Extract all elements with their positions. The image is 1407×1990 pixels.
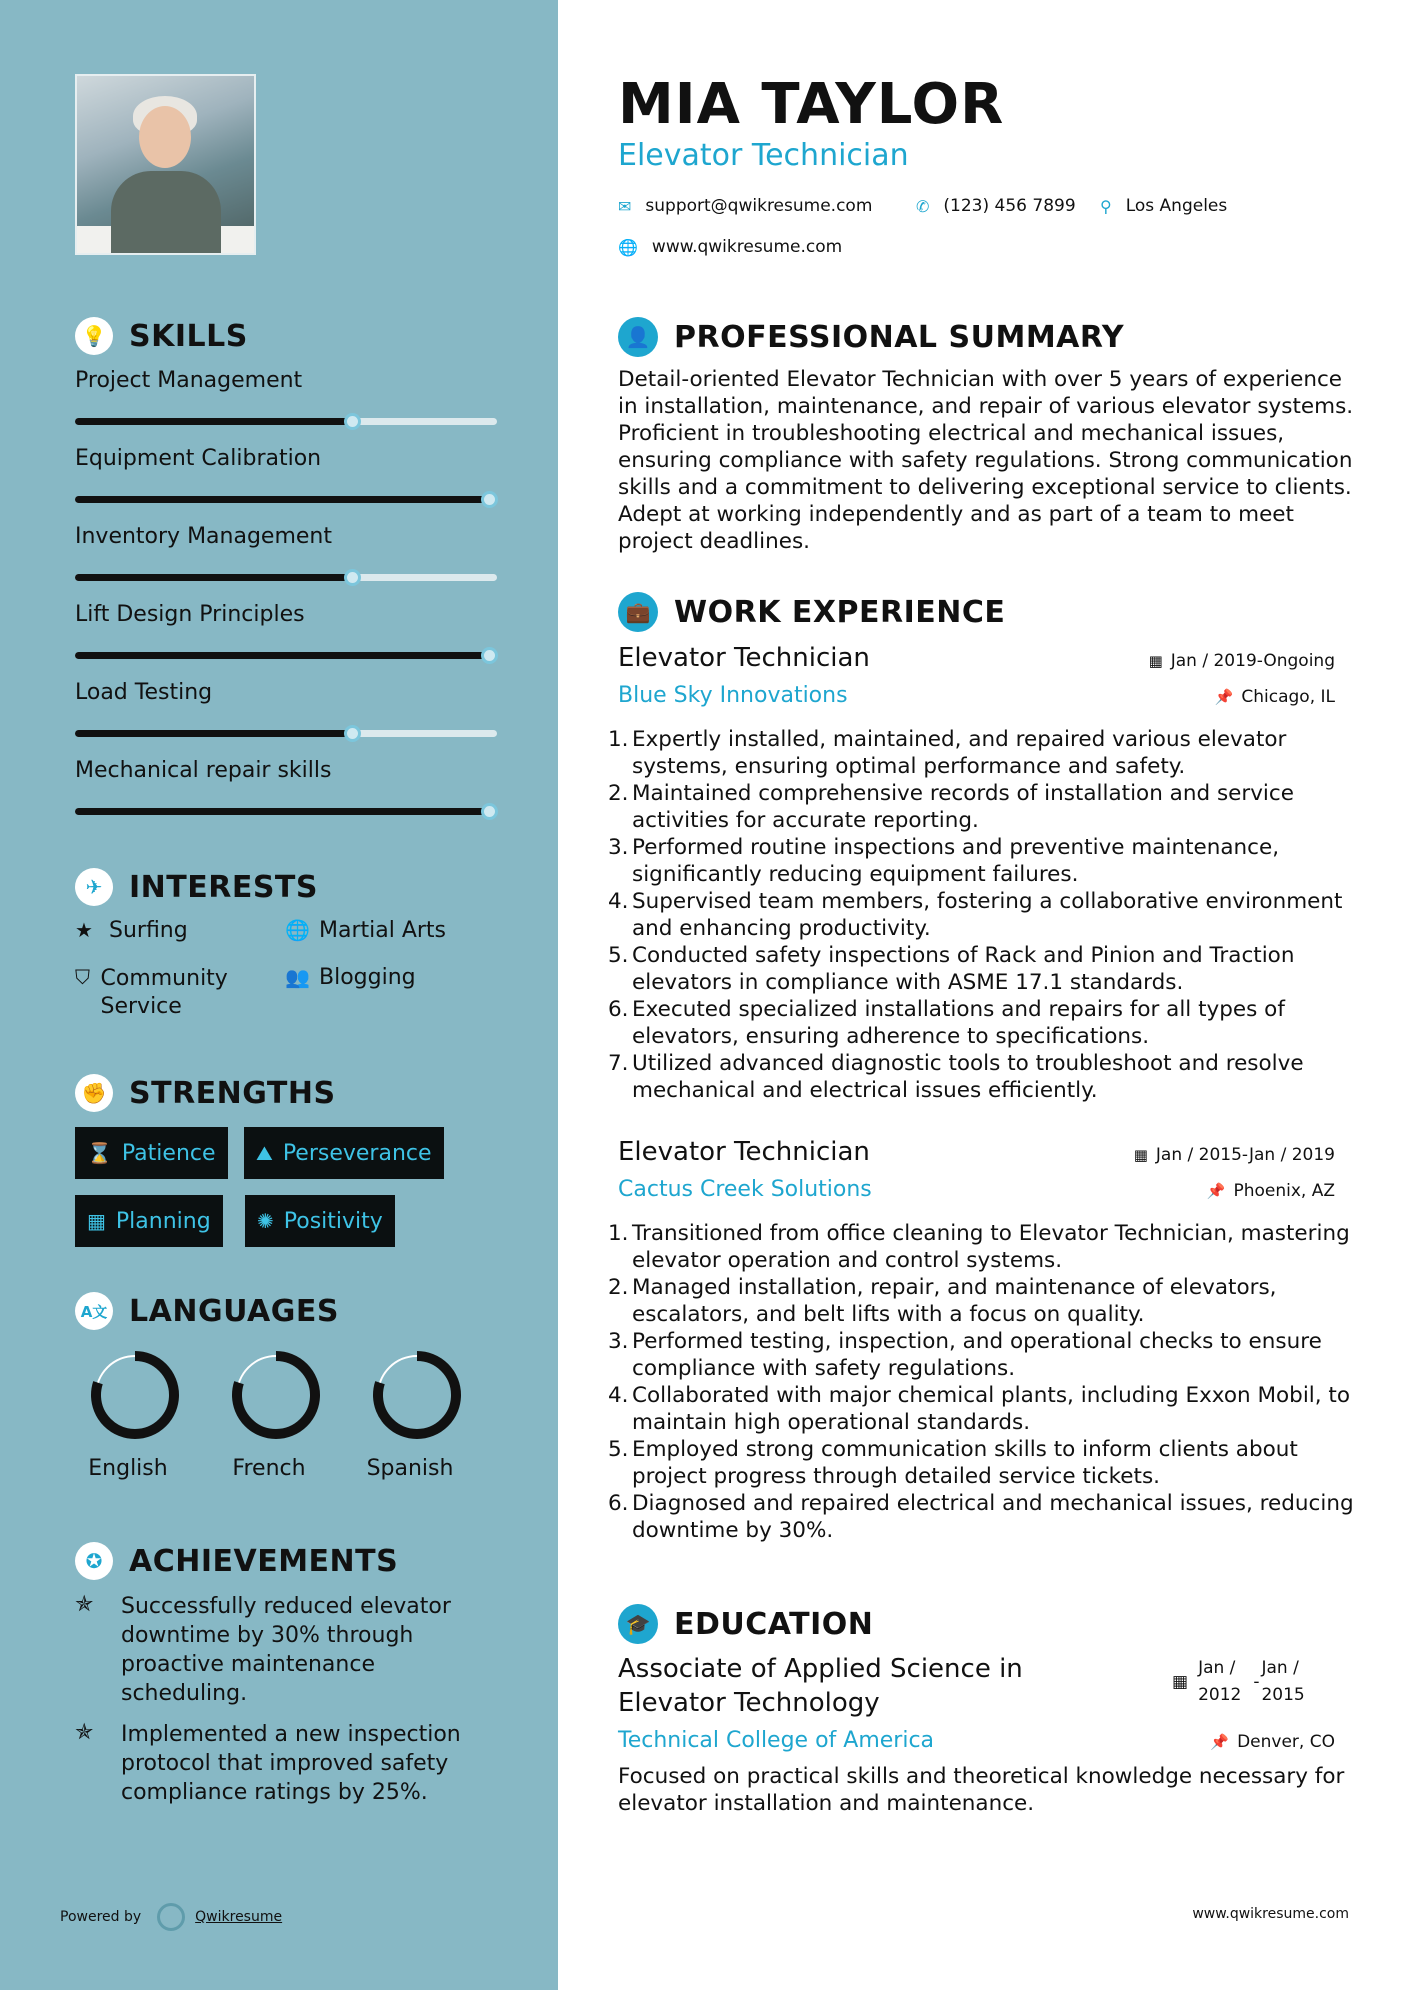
language-icon: A文	[75, 1292, 113, 1330]
job-bullets	[608, 1220, 1368, 1544]
skill-item	[75, 368, 505, 393]
strength-badge: ⌛ Patience	[75, 1127, 228, 1179]
pin-icon: 📌	[1206, 1182, 1226, 1200]
contact-email: ✉ support@qwikresume.com	[618, 196, 873, 216]
sun-icon: ✺	[257, 1209, 274, 1233]
globe-icon: 🌐	[618, 237, 638, 257]
summary-text: Detail-oriented Elevator Technician with over 5 years of experience in installation, maintenance, and repair of various elevator systems. Proficient in troubleshooting electrical and mechanical issues, ensuring compliance with safety regulations. Strong communication skills and a commitment to delivering exceptional service to clients. Adept at working independently and as part of a team to meet project deadlines.	[618, 367, 1354, 554]
job-bullet: 2. Maintained comprehensive records of installation and service activities for accurate reporting.	[608, 781, 1294, 833]
language-label: Spanish	[366, 1456, 454, 1481]
star-icon: ★	[75, 918, 93, 942]
calendar-icon: ▦	[1172, 1672, 1189, 1692]
job-dates: ▦ Jan / 2015-Jan / 2019	[1133, 1145, 1335, 1165]
education-school: Technical College of America	[618, 1728, 935, 1753]
strength-badge: ✺ Positivity	[245, 1195, 395, 1247]
pin-icon: 📌	[1214, 688, 1234, 706]
language-item	[209, 1348, 329, 1481]
skill-level-bar	[75, 496, 497, 503]
achievement-item: ✯ Implemented a new inspection protocol that improved safety compliance ratings by 25%.	[75, 1720, 461, 1805]
skill-label: Mechanical repair skills	[75, 758, 332, 783]
lightbulb-icon: 💡	[75, 317, 113, 355]
job-bullet: 2. Managed installation, repair, and maintenance of elevators, escalators, and belt lifts with a focus on quality.	[608, 1275, 1277, 1327]
job-dates: ▦ Jan / 2019-Ongoing	[1148, 651, 1335, 671]
phone-icon: ✆	[916, 196, 930, 216]
language-level-ring	[88, 1348, 182, 1442]
candidate-role: Elevator Technician	[618, 138, 909, 173]
skill-level-knob	[344, 569, 361, 586]
job-bullet: 7. Utilized advanced diagnostic tools to troubleshoot and resolve mechanical and electrical issues efficiently.	[608, 1051, 1304, 1103]
job-title: Elevator Technician	[618, 643, 870, 673]
job-location: 📌 Phoenix, AZ	[1206, 1181, 1335, 1201]
job-bullet: 4. Collaborated with major chemical plants, including Exxon Mobil, to maintain high operational standards.	[608, 1383, 1351, 1435]
job-company: Cactus Creek Solutions	[618, 1177, 872, 1202]
interest-item: ★ Surfing	[75, 918, 188, 943]
skill-level-knob	[481, 647, 498, 664]
strength-badge: ⛰ Perseverance	[244, 1127, 444, 1179]
job-bullet: 3. Performed routine inspections and preventive maintenance, significantly reducing equipment failures.	[608, 835, 1280, 887]
achievements-heading: ✪ ACHIEVEMENTS	[75, 1542, 398, 1580]
skill-label: Project Management	[75, 368, 303, 393]
star-shooting-icon: ✯	[75, 1720, 94, 1745]
contact-phone: ✆ (123) 456 7899	[916, 196, 1076, 216]
skill-label: Inventory Management	[75, 524, 332, 549]
skill-item	[75, 524, 505, 549]
education-description: Focused on practical skills and theoretical knowledge necessary for elevator installation and maintenance.	[618, 1764, 1345, 1816]
language-label: French	[232, 1456, 306, 1481]
award-icon: ✪	[75, 1542, 113, 1580]
skill-level-bar	[75, 418, 497, 425]
skill-level-fill	[75, 496, 489, 503]
job-bullet: 6. Diagnosed and repaired electrical and mechanical issues, reducing downtime by 30%.	[608, 1491, 1354, 1543]
language-item	[68, 1348, 188, 1481]
calendar-icon: ▦	[1148, 652, 1163, 670]
qwikresume-link[interactable]: Qwikresume	[195, 1909, 283, 1925]
skill-label: Lift Design Principles	[75, 602, 305, 627]
job-title: Elevator Technician	[618, 1137, 870, 1167]
achievement-item: ✯ Successfully reduced elevator downtime by 30% through proactive maintenance scheduling.	[75, 1592, 451, 1706]
experience-heading: 💼 WORK EXPERIENCE	[618, 592, 1005, 632]
footer-url[interactable]: www.qwikresume.com	[1192, 1906, 1349, 1922]
job-bullet: 4. Supervised team members, fostering a collaborative environment and enhancing productivity.	[608, 889, 1343, 941]
summary-heading: 👤 PROFESSIONAL SUMMARY	[618, 317, 1124, 357]
education-dates: ▦ Jan / 2012 - Jan / 2015	[1172, 1658, 1305, 1705]
globe-icon: 🌐	[285, 918, 310, 942]
skill-level-knob	[481, 803, 498, 820]
powered-by: Powered by Qwikresume	[60, 1903, 282, 1931]
skill-item	[75, 680, 505, 705]
job-bullet: 1. Expertly installed, maintained, and repaired various elevator systems, ensuring optimal performance and safety.	[608, 727, 1287, 779]
interests-heading: ✈ INTERESTS	[75, 868, 318, 906]
language-level-ring	[229, 1348, 323, 1442]
skill-level-knob	[344, 725, 361, 742]
qwikresume-logo-icon	[157, 1903, 185, 1931]
languages-heading: A文 LANGUAGES	[75, 1292, 339, 1330]
strength-badge: ▦ Planning	[75, 1195, 223, 1247]
skill-item	[75, 446, 505, 471]
map-marker-icon: ⚲	[1100, 196, 1112, 216]
skill-label: Equipment Calibration	[75, 446, 322, 471]
profile-photo	[75, 74, 256, 255]
graduation-cap-icon: 🎓	[618, 1604, 658, 1644]
interest-item: 🌐 Martial Arts	[285, 918, 447, 943]
language-label: English	[88, 1456, 168, 1481]
skill-level-knob	[481, 491, 498, 508]
skill-level-fill	[75, 730, 352, 737]
envelope-icon: ✉	[618, 196, 632, 216]
calendar-icon: ▦	[87, 1209, 106, 1233]
calendar-icon: ▦	[1133, 1146, 1148, 1164]
education-location: 📌 Denver, CO	[1210, 1732, 1335, 1752]
job-bullet: 1. Transitioned from office cleaning to Elevator Technician, mastering elevator operation and control systems.	[608, 1221, 1350, 1273]
skill-level-fill	[75, 418, 352, 425]
contact-location: ⚲ Los Angeles	[1100, 196, 1228, 216]
language-level-ring	[370, 1348, 464, 1442]
strengths-heading: ✊ STRENGTHS	[75, 1074, 336, 1112]
skill-level-knob	[344, 413, 361, 430]
job-location: 📌 Chicago, IL	[1214, 687, 1335, 707]
candidate-name: MIA TAYLOR	[618, 72, 1005, 137]
skill-item	[75, 758, 505, 783]
skill-level-fill	[75, 574, 352, 581]
skill-level-bar	[75, 730, 497, 737]
skills-heading: 💡 SKILLS	[75, 317, 248, 355]
users-icon: 👥	[285, 965, 310, 989]
shield-icon: ⛉	[75, 965, 90, 989]
hourglass-icon: ⌛	[87, 1141, 112, 1165]
interest-item: ⛉ Community Service	[75, 965, 228, 1019]
briefcase-icon: 💼	[618, 592, 658, 632]
job-bullet: 5. Conducted safety inspections of Rack and Pinion and Traction elevators in compliance with ASME 17.1 standards.	[608, 943, 1295, 995]
skill-item	[75, 602, 505, 627]
skill-level-bar	[75, 652, 497, 659]
education-degree: Associate of Applied Science in Elevator Technology	[618, 1654, 1023, 1718]
education-heading: 🎓 EDUCATION	[618, 1604, 873, 1644]
language-item	[350, 1348, 470, 1481]
user-icon: 👤	[618, 317, 658, 357]
skill-level-bar	[75, 808, 497, 815]
fist-icon: ✊	[75, 1074, 113, 1112]
pin-icon: 📌	[1210, 1733, 1230, 1751]
job-bullet: 6. Executed specialized installations and repairs for all types of elevators, ensuring adherence to specifications.	[608, 997, 1285, 1049]
contact-website: 🌐 www.qwikresume.com	[618, 237, 843, 257]
road-icon: ⛰	[256, 1141, 273, 1165]
skill-level-bar	[75, 574, 497, 581]
interest-item: 👥 Blogging	[285, 965, 416, 990]
main-content	[558, 0, 1407, 1990]
job-company: Blue Sky Innovations	[618, 683, 848, 708]
skill-level-fill	[75, 808, 489, 815]
sidebar	[0, 0, 558, 1990]
job-bullet: 5. Employed strong communication skills to inform clients about project progress through detailed service tickets.	[608, 1437, 1298, 1489]
job-bullet: 3. Performed testing, inspection, and operational checks to ensure compliance with safety regulations.	[608, 1329, 1322, 1381]
job-bullets	[608, 726, 1368, 1104]
paper-plane-icon: ✈	[75, 868, 113, 906]
star-shooting-icon: ✯	[75, 1592, 94, 1617]
skill-label: Load Testing	[75, 680, 213, 705]
skill-level-fill	[75, 652, 489, 659]
